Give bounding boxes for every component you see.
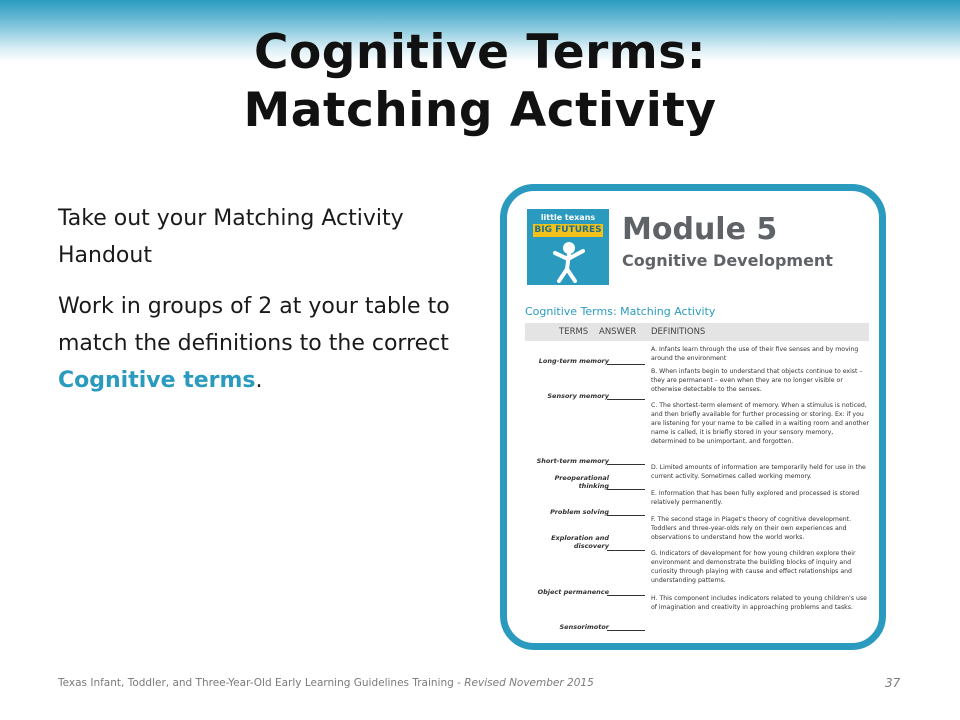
module-subtitle: Cognitive Development bbox=[622, 251, 833, 270]
answer-blank bbox=[607, 550, 645, 551]
definition-g: G. Indicators of development for how young children explore their environment and demonstrate the building blocks of inquiry and curiosity through playing with cause and effect relationships and understanding patterns. bbox=[651, 550, 856, 584]
slide-body bbox=[58, 200, 468, 413]
answer-blank bbox=[607, 630, 645, 631]
module-title: Module 5 bbox=[622, 212, 778, 247]
footer-revised: Revised November 2015 bbox=[464, 677, 594, 689]
definition-d: D. Limited amounts of information are temporarily held for use in the current activity. Sometimes called working memory. bbox=[651, 464, 866, 480]
answer-blank bbox=[607, 464, 645, 465]
answer-blank bbox=[607, 489, 645, 490]
term-object-permanence: Object permanence bbox=[537, 588, 609, 596]
little-texans-logo bbox=[527, 209, 609, 285]
handout-image bbox=[500, 184, 886, 650]
title-line-1: Cognitive Terms: bbox=[253, 25, 707, 80]
slide-title bbox=[0, 24, 960, 140]
logo-big-text: BIG FUTURES bbox=[534, 225, 602, 235]
footer-text: Texas Infant, Toddler, and Three-Year-Old Early Learning Guidelines Training - bbox=[58, 677, 465, 689]
header-answer: ANSWER bbox=[599, 327, 637, 337]
term-long-term-memory: Long-term memory bbox=[538, 357, 609, 365]
answer-blank bbox=[607, 399, 645, 400]
term-problem-solving: Problem solving bbox=[550, 508, 609, 516]
instruction-2 bbox=[58, 288, 468, 399]
definition-f: F. The second stage in Piaget's theory of cognitive development. Toddlers and three-year-olds rely on their own experiences and observations to understand how the world works. bbox=[651, 516, 852, 541]
header-definitions: DEFINITIONS bbox=[651, 327, 706, 337]
term-short-term-memory: Short-term memory bbox=[536, 457, 609, 465]
instruction-1: Take out your Matching Activity Handout bbox=[58, 206, 404, 268]
footer bbox=[58, 677, 594, 689]
instruction-2-text: Work in groups of 2 at your table to match the definitions to the correct bbox=[58, 294, 450, 356]
term-sensory-memory: Sensory memory bbox=[547, 392, 609, 400]
header-terms: TERMS bbox=[559, 327, 589, 337]
term-preoperational-thinking: Preoperational thinking bbox=[554, 474, 609, 490]
answer-blank bbox=[607, 515, 645, 516]
handout-table-header bbox=[525, 323, 869, 341]
definition-h: H. This component includes indicators related to young children's use of imagination and creativity in approaching problems and tasks. bbox=[651, 595, 867, 611]
activity-title: Cognitive Terms: Matching Activity bbox=[525, 305, 716, 318]
title-line-2: Matching Activity bbox=[243, 83, 717, 138]
child-figure-icon bbox=[539, 239, 599, 283]
logo-small-text: little texans bbox=[540, 213, 596, 222]
term-sensorimotor: Sensorimotor bbox=[559, 623, 609, 631]
cognitive-terms-highlight: Cognitive terms bbox=[58, 368, 256, 393]
definition-a: A. Infants learn through the use of their five senses and by moving around the environment bbox=[651, 346, 859, 362]
term-exploration-discovery: Exploration and discovery bbox=[551, 534, 609, 550]
definition-e: E. Information that has been fully explored and processed is stored relatively permanently. bbox=[651, 490, 860, 506]
definition-c: C. The shortest-term element of memory. When a stimulus is noticed, and then briefly available for further processing or storing. Ex: if you are listening for your name to be called in a waiting room and another name is called, it is briefly stored in your sensory memory, determined to be unimportant, and forgotten. bbox=[651, 402, 870, 445]
answer-blank bbox=[607, 364, 645, 365]
answer-blank bbox=[607, 595, 645, 596]
definition-b: B. When infants begin to understand that objects continue to exist – they are permanent – even when they are no longer visible or otherwise detectable to the senses. bbox=[651, 368, 863, 393]
page-number: 37 bbox=[885, 676, 901, 690]
instruction-2-end: . bbox=[255, 368, 263, 393]
